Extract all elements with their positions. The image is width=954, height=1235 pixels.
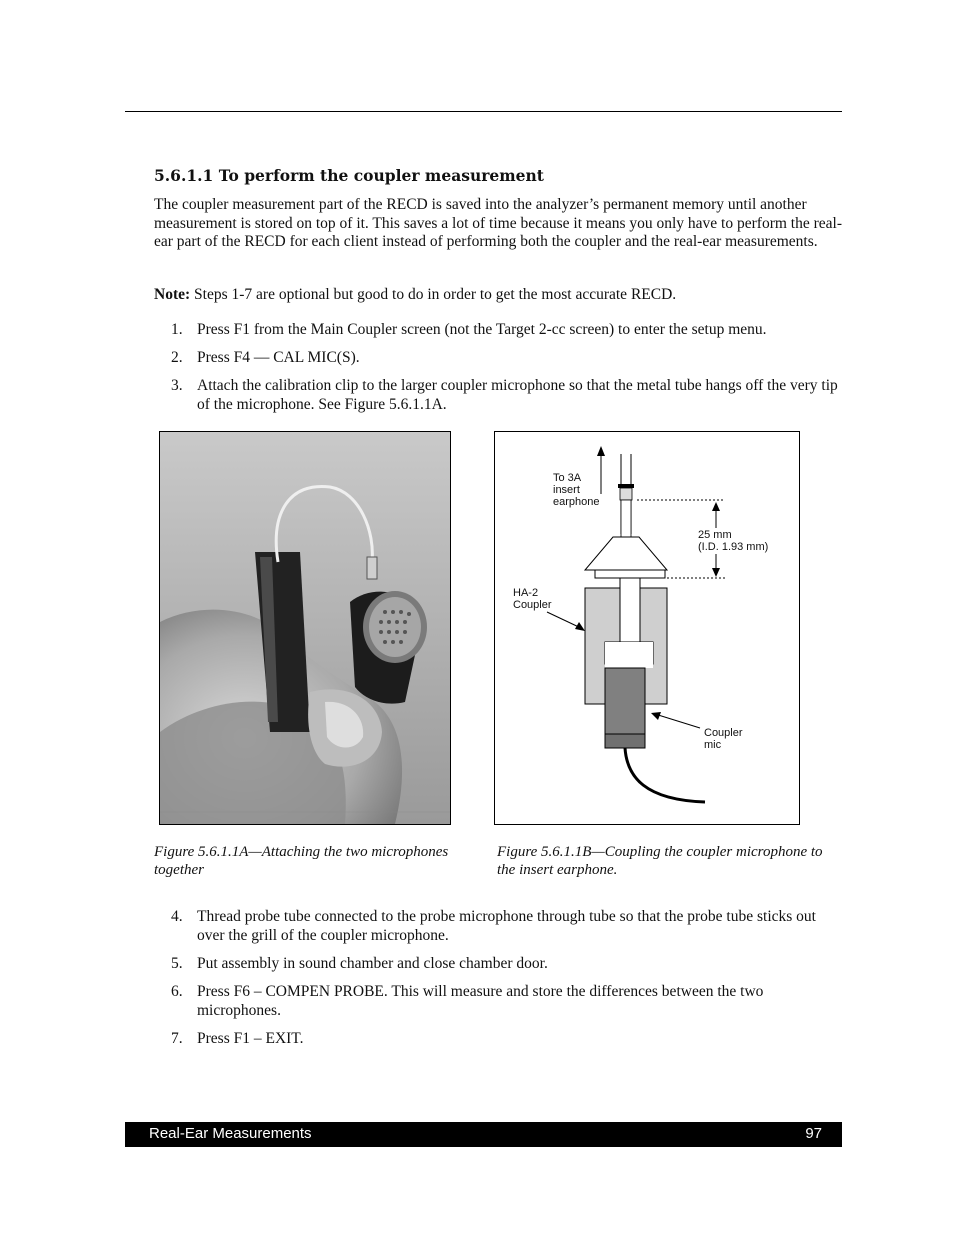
step-text: Thread probe tube connected to the probe microphone through tube so that the probe tube sticks out over the grill of the coupler microphone.: [197, 908, 816, 944]
step-1: [154, 321, 842, 340]
figure-a-caption: Figure 5.6.1.1A—Attaching the two microphones together: [154, 844, 449, 878]
coupler-diagram: [495, 432, 799, 824]
label-coupler-mic-2: mic: [704, 739, 722, 751]
step-number: 5.: [171, 955, 183, 972]
step-text: Press F4 — CAL MIC(S).: [197, 349, 360, 366]
label-25mm: 25 mm: [698, 529, 732, 541]
label-id-dimension: (I.D. 1.93 mm): [698, 541, 769, 553]
microphones-photo-image: [160, 432, 450, 824]
label-insert: insert: [553, 484, 580, 496]
step-text: Attach the calibration clip to the larger coupler microphone so that the metal tube hangs off the very tip of the microphone. See Figure 5.6.1.1A.: [197, 377, 838, 413]
label-earphone: earphone: [553, 496, 600, 508]
step-number: 1.: [171, 321, 183, 338]
step-text: Press F6 – COMPEN PROBE. This will measure and store the differences between the two microphones.: [197, 983, 764, 1019]
step-number: 2.: [171, 349, 183, 366]
step-text: Press F1 from the Main Coupler screen (not the Target 2-cc screen) to enter the setup menu.: [197, 321, 767, 338]
arrow-up-head-icon: [597, 446, 605, 456]
step-number: 4.: [171, 908, 183, 925]
step-number: 7.: [171, 1030, 183, 1047]
label-coupler-mic-1: Coupler: [704, 727, 743, 739]
section-heading: 5.6.1.1 To perform the coupler measurement: [154, 166, 544, 185]
label-ha2: HA-2: [513, 587, 539, 599]
step-number: 6.: [171, 983, 183, 1000]
figure-b-caption: Figure 5.6.1.1B—Coupling the coupler microphone to the insert earphone.: [497, 844, 823, 878]
step-4: [154, 908, 842, 945]
footer-page-number: 97: [805, 1125, 822, 1142]
intro-paragraph: The coupler measurement part of the RECD is saved into the analyzer’s permanent memory until another measurement is stored on top of it. This saves a lot of time because it means you only have to perform the real-ear part of the RECD for each client instead of performing both the coupler and the real-ear measurements.: [154, 196, 842, 251]
step-text: Press F1 – EXIT.: [197, 1030, 304, 1047]
figure-b-diagram: [494, 431, 800, 825]
step-2: [154, 349, 842, 368]
note-label: Note:: [154, 286, 191, 303]
label-coupler: Coupler: [513, 599, 552, 611]
page-footer: [125, 1122, 842, 1147]
note-text: Steps 1-7 are optional but good to do in order to get the most accurate RECD.: [190, 286, 677, 303]
step-text: Put assembly in sound chamber and close chamber door.: [197, 955, 548, 972]
step-6: [154, 983, 842, 1020]
step-5: [154, 955, 842, 974]
footer-chapter-title: Real-Ear Measurements: [149, 1125, 312, 1142]
note-paragraph: [154, 286, 842, 305]
step-number: 3.: [171, 377, 183, 394]
top-rule: [125, 111, 842, 112]
step-3: [154, 377, 842, 414]
step-7: [154, 1030, 842, 1049]
label-to-3a: To 3A: [553, 472, 582, 484]
figure-a-photo: [159, 431, 451, 825]
